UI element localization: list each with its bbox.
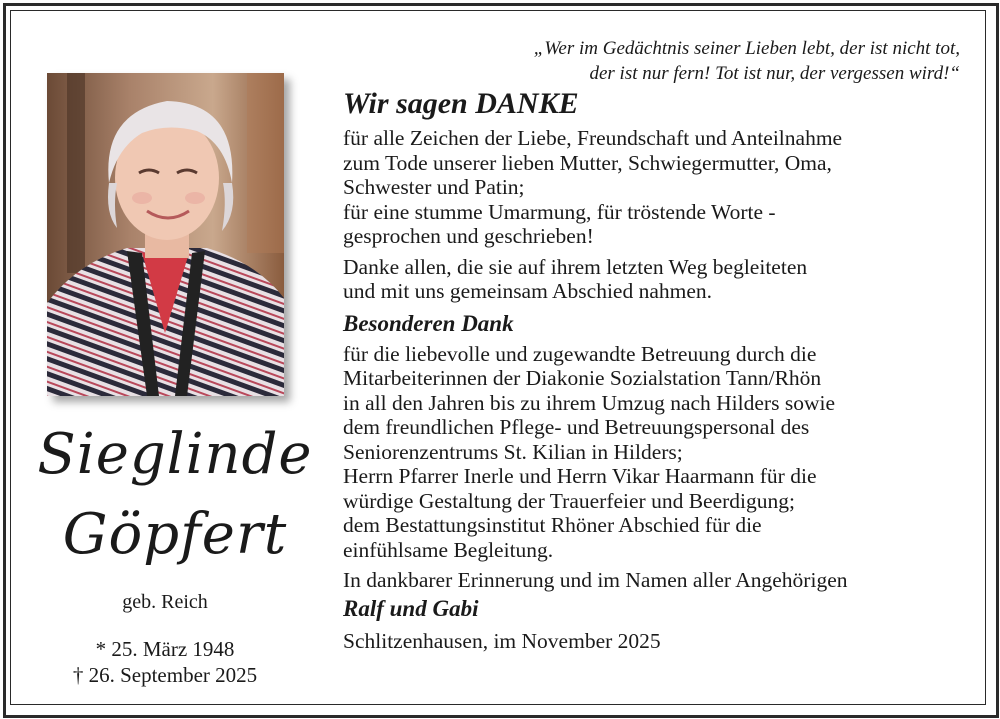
place-date: Schlitzenhausen, im November 2025 (343, 628, 661, 653)
heading: Wir sagen DANKE (343, 87, 579, 120)
last-name: Göpfert (62, 502, 288, 567)
quote-line-2: der ist nur fern! Tot ist nur, der vergessen wird!“ (589, 63, 960, 84)
text-line: einfühlsame Begleitung. (343, 537, 554, 562)
maiden-name: geb. Reich (122, 591, 208, 613)
birth-date: * 25. März 1948 (95, 637, 235, 661)
memorial-quote (400, 36, 960, 86)
subheading: Besonderen Dank (343, 310, 514, 336)
quote-line-1: „Wer im Gedächtnis seiner Lieben lebt, der ist nicht tot, (533, 38, 960, 59)
text-line: zum Tode unserer lieben Mutter, Schwiegermutter, Oma, (343, 150, 832, 175)
text-line: dem freundlichen Pflege- und Betreuungspersonal des (343, 415, 810, 439)
text-line: Schwester und Patin; (343, 175, 525, 199)
paragraph-1 (343, 126, 973, 249)
paragraph-3 (343, 342, 973, 563)
text-line: Danke allen, die sie auf ihrem letzten Weg begleiteten (343, 254, 808, 279)
deceased-name (30, 415, 320, 575)
text-line: für die liebevolle und zugewandte Betreuung durch die (343, 341, 817, 366)
portrait-photo (47, 73, 284, 396)
text-line: dem Bestattungsinstitut Rhöner Abschied für die (343, 513, 762, 537)
text-line: Mitarbeiterinnen der Diakonie Sozialstation Tann/Rhön (343, 366, 822, 390)
text-line: gesprochen und geschrieben! (343, 224, 594, 248)
text-line: für alle Zeichen der Liebe, Freundschaft und Anteilnahme (343, 126, 843, 150)
closing-line: In dankbarer Erinnerung und im Namen aller Angehörigen (343, 568, 848, 592)
first-name: Sieglinde (37, 422, 313, 487)
text-line: Herrn Pfarrer Inerle und Herrn Vikar Haarmann für die (343, 464, 817, 488)
text-line: würdige Gestaltung der Trauerfeier und Beerdigung; (343, 488, 795, 513)
death-date: † 26. September 2025 (72, 663, 258, 687)
signers: Ralf und Gabi (343, 595, 479, 621)
text-line: in all den Jahren bis zu ihrem Umzug nach Hilders sowie (343, 390, 835, 415)
text-line: Seniorenzentrums St. Kilian in Hilders; (343, 439, 683, 464)
text-line: und mit uns gemeinsam Abschied nahmen. (343, 279, 713, 303)
portrait-photo-icon (47, 73, 284, 396)
paragraph-2 (343, 255, 973, 304)
text-line: für eine stumme Umarmung, für tröstende Worte - (343, 199, 776, 224)
thank-you-text (343, 84, 973, 653)
